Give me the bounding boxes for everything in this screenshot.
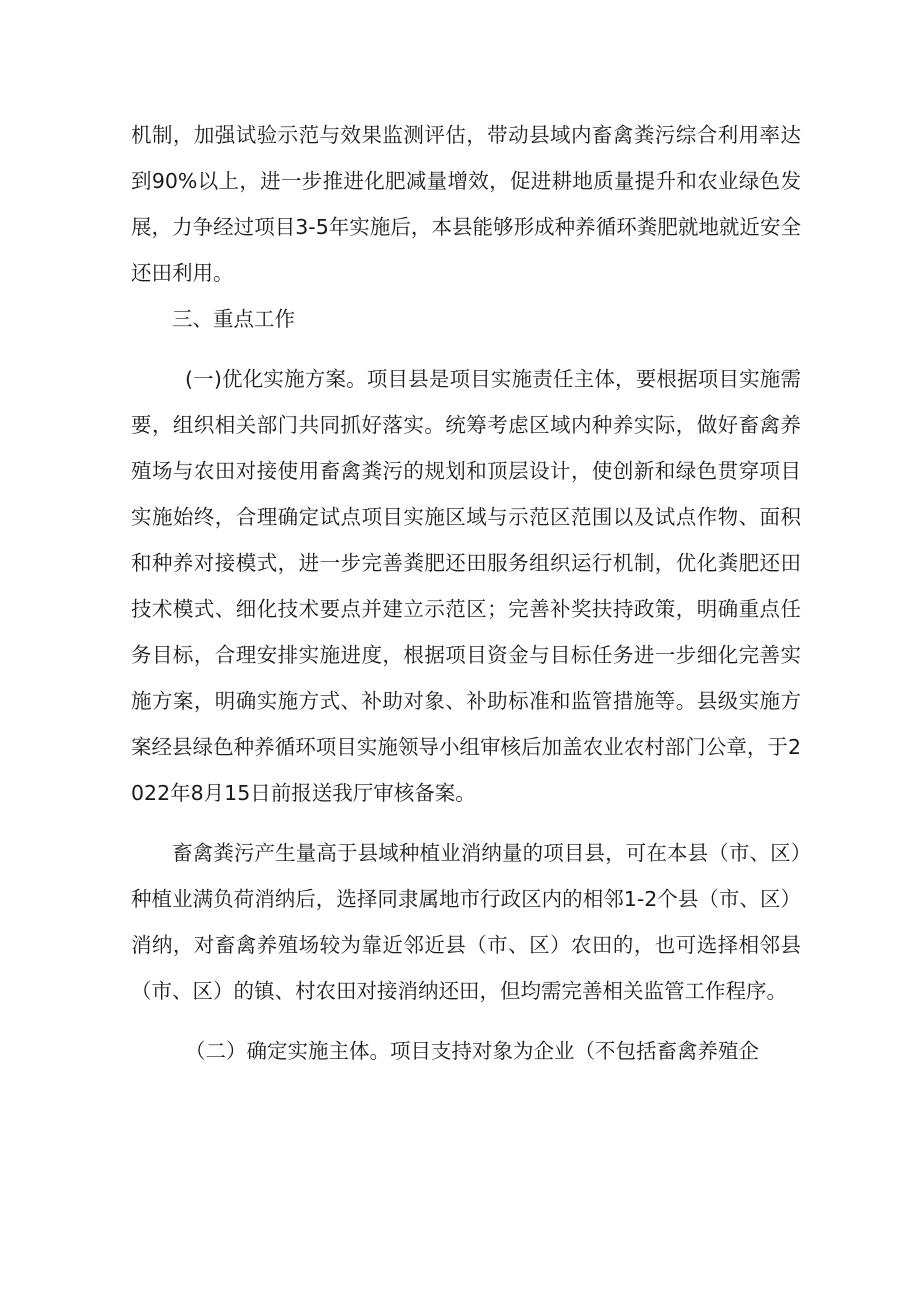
- document-body: [131, 112, 801, 1074]
- paragraph-manure-consumption: 畜禽粪污产生量高于县域种植业消纳量的项目县，可在本县（市、区）种植业满负荷消纳后，选择同隶属地市行政区内的相邻1-2个县（市、区）消纳，对畜禽养殖场较为靠近邻近县（市、区）农田的，也可选择相邻县（市、区）的镇、村农田对接消纳还田，但均需完善相关监管工作程序。: [131, 841, 801, 1003]
- paragraph-goal-continuation: 机制，加强试验示范与效果监测评估，带动县域内畜禽粪污综合利用率达到90%以上，进一步推进化肥减量增效，促进耕地质量提升和农业绿色发展，力争经过项目3-5年实施后，本县能够形成种养循环粪肥就地就近安全还田利用。: [131, 123, 801, 285]
- section-heading-key-work: 三、重点工作: [172, 307, 295, 331]
- paragraph-optimize-plan: (一)优化实施方案。项目县是项目实施责任主体，要根据项目实施需要，组织相关部门共同抓好落实。统筹考虑区域内种养实际，做好畜禽养殖场与农田对接使用畜禽粪污的规划和顶层设计，使创新和绿色贯穿项目实施始终，合理确定试点项目实施区域与示范区范围以及试点作物、面积和种养对接模式，进一步完善粪肥还田服务组织运行机制，优化粪肥还田技术模式、细化技术要点并建立示范区；完善补奖扶持政策，明确重点任务目标，合理安排实施进度，根据项目资金与目标任务进一步细化完善实施方案，明确实施方式、补助对象、补助标准和监管措施等。县级实施方案经县绿色种养循环项目实施领导小组审核后加盖农业农村部门公章，于2022年8月15日前报送我厅审核备案。: [131, 367, 801, 805]
- paragraph-implementation-subject: （二）确定实施主体。项目支持对象为企业（不包括畜禽养殖企: [185, 1039, 759, 1063]
